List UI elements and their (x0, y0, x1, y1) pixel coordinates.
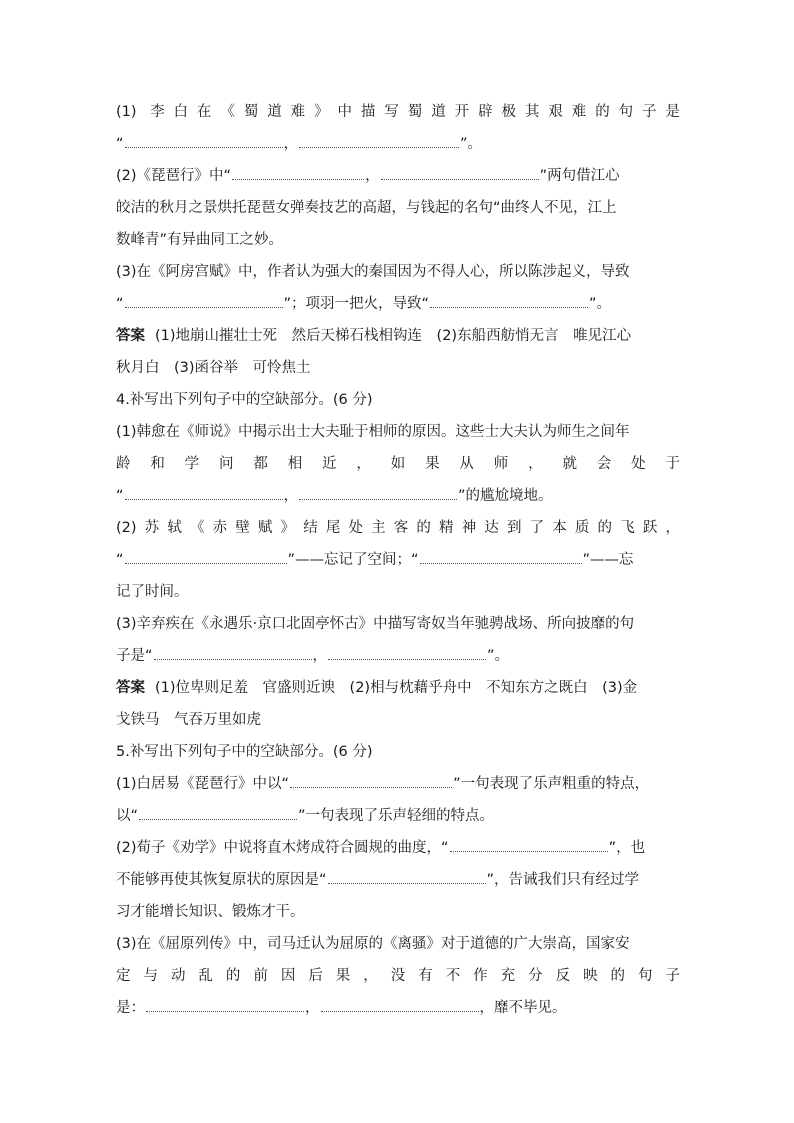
q4-heading: 4.补写出下列句子中的空缺部分。(6 分) (116, 392, 373, 408)
close-quote: ”。 (487, 648, 510, 664)
fill-blank[interactable] (420, 545, 582, 564)
q3-p1-line1: (1) 李白在《蜀道难》中描写蜀道开辟极其艰难的句子是 (116, 104, 680, 120)
q5-p2-line2 (116, 864, 680, 896)
q4-answer-text: (1)位卑则足羞 官盛则近谀 (2)相与枕藉乎舟中 不知东方之既白 (3)金 (155, 680, 638, 696)
fill-blank[interactable] (125, 129, 283, 148)
q5-heading: 5.补写出下列句子中的空缺部分。(6 分) (116, 744, 373, 760)
q3-p2-line2: 皎洁的秋月之景烘托琵琶女弹奏技艺的高超，与钱起的名句“曲终人不见，江上 (116, 200, 617, 216)
q5-p3-prefix: 是： (116, 1000, 145, 1016)
fill-blank[interactable] (321, 993, 479, 1012)
fill-blank[interactable] (125, 545, 287, 564)
q5-p3-blanks-line (116, 992, 680, 1024)
q3-p3-mid: ”；项羽一把火，导致“ (283, 296, 430, 312)
q3-p2-line1 (116, 160, 680, 192)
open-quote: “ (116, 488, 124, 504)
q5-p3-line1: (3)在《屈原列传》中，司马迁认为屈原的《离骚》对于道德的广大崇高，国家安 (116, 936, 630, 952)
fill-blank[interactable] (299, 481, 457, 500)
q5-p2-prefix: (2)荀子《劝学》中说将直木烤成符合圆规的曲度，“ (116, 840, 449, 856)
answer-label: 答案 (116, 328, 145, 344)
q5-p1-line2 (116, 800, 680, 832)
q4-p3-blanks-line (116, 640, 680, 672)
comma: ， (305, 1000, 320, 1016)
close-quote: ”。 (589, 296, 612, 312)
q4-p1-line1: (1)韩愈在《师说》中揭示出士大夫耻于相师的原因。这些士大夫认为师生之间年 (116, 424, 630, 440)
comma: ， (312, 648, 328, 664)
q5-p3-close: ，靡不毕见。 (479, 1000, 567, 1016)
q4-p2-mid: ”——忘记了空间；“ (287, 552, 419, 568)
q3-p2-line3: 数峰青”有异曲同工之妙。 (116, 232, 284, 248)
q4-p2-blanks-line (116, 544, 680, 576)
fill-blank[interactable] (328, 865, 486, 884)
fill-blank[interactable] (290, 769, 452, 788)
q4-p2-close: ”——忘 (582, 552, 634, 568)
q4-p1-close: ”的尴尬境地。 (458, 488, 553, 504)
open-quote: “ (116, 136, 124, 152)
q3-p2-prefix: (2)《琵琶行》中“ (116, 168, 232, 184)
q5-p2-prefix2: 不能够再使其恢复原状的原因是“ (116, 872, 327, 888)
fill-blank[interactable] (232, 161, 364, 180)
q5-p1-prefix: (1)白居易《琵琶行》中以“ (116, 776, 290, 792)
q3-answer-line1 (116, 320, 680, 352)
q4-p1-blanks-line (116, 480, 680, 512)
answer-label: 答案 (116, 680, 145, 696)
fill-blank[interactable] (146, 993, 304, 1012)
q4-answer-line1 (116, 672, 680, 704)
fill-blank[interactable] (125, 289, 283, 308)
q5-p1-suffix2: ”一句表现了乐声轻细的特点。 (298, 808, 495, 824)
q5-p2-line3: 习才能增长知识、锻炼才干。 (116, 904, 305, 920)
q3-p2-suffix: ”两句借江心 (539, 168, 620, 184)
q4-answer-line2: 戈铁马 气吞万里如虎 (116, 712, 261, 728)
q5-p1-prefix2: 以“ (116, 808, 139, 824)
q4-p3-line1: (3)辛弃疾在《永遇乐·京口北固亭怀古》中描写寄奴当年驰骋战场、所向披靡的句 (116, 616, 635, 632)
q4-p3-prefix: 子是“ (116, 648, 153, 664)
q5-p3-line2: 定与动乱的前因后果，没有不作充分反映的句子 (116, 968, 680, 984)
document-page (116, 96, 680, 1024)
q3-p3-blanks-line (116, 288, 680, 320)
fill-blank[interactable] (430, 289, 588, 308)
comma: ， (365, 168, 380, 184)
open-quote: “ (116, 552, 124, 568)
q3-p3-line1: (3)在《阿房宫赋》中，作者认为强大的秦国因为不得人心，所以陈涉起义，导致 (116, 264, 630, 280)
q5-p2-suffix2: ”，告诫我们只有经过学 (486, 872, 640, 888)
q3-answer-line2: 秋月白 (3)函谷举 可怜焦土 (116, 360, 311, 376)
fill-blank[interactable] (328, 641, 486, 660)
comma: ， (283, 488, 299, 504)
fill-blank[interactable] (299, 129, 459, 148)
q5-p1-suffix: ”一句表现了乐声粗重的特点， (453, 776, 650, 792)
fill-blank[interactable] (381, 161, 539, 180)
q4-p2-line1: (2)苏轼《赤壁赋》结尾处主客的精神达到了本质的飞跃， (116, 520, 680, 536)
q5-p2-suffix: ”，也 (608, 840, 646, 856)
q5-p2-line1 (116, 832, 680, 864)
q4-p2-line3: 记了时间。 (116, 584, 189, 600)
fill-blank[interactable] (139, 801, 297, 820)
fill-blank[interactable] (125, 481, 283, 500)
open-quote: “ (116, 296, 124, 312)
comma: ， (283, 136, 299, 152)
fill-blank[interactable] (154, 641, 312, 660)
fill-blank[interactable] (450, 833, 608, 852)
q3-answer-text: (1)地崩山摧壮士死 然后天梯石栈相钩连 (2)东船西舫悄无言 唯见江心 (155, 328, 632, 344)
q4-p1-line2: 龄和学问都相近，如果从师，就会处于 (116, 456, 680, 472)
q5-p1-line1 (116, 768, 680, 800)
close-quote: ”。 (460, 136, 483, 152)
q3-p1-blanks-line (116, 128, 680, 160)
